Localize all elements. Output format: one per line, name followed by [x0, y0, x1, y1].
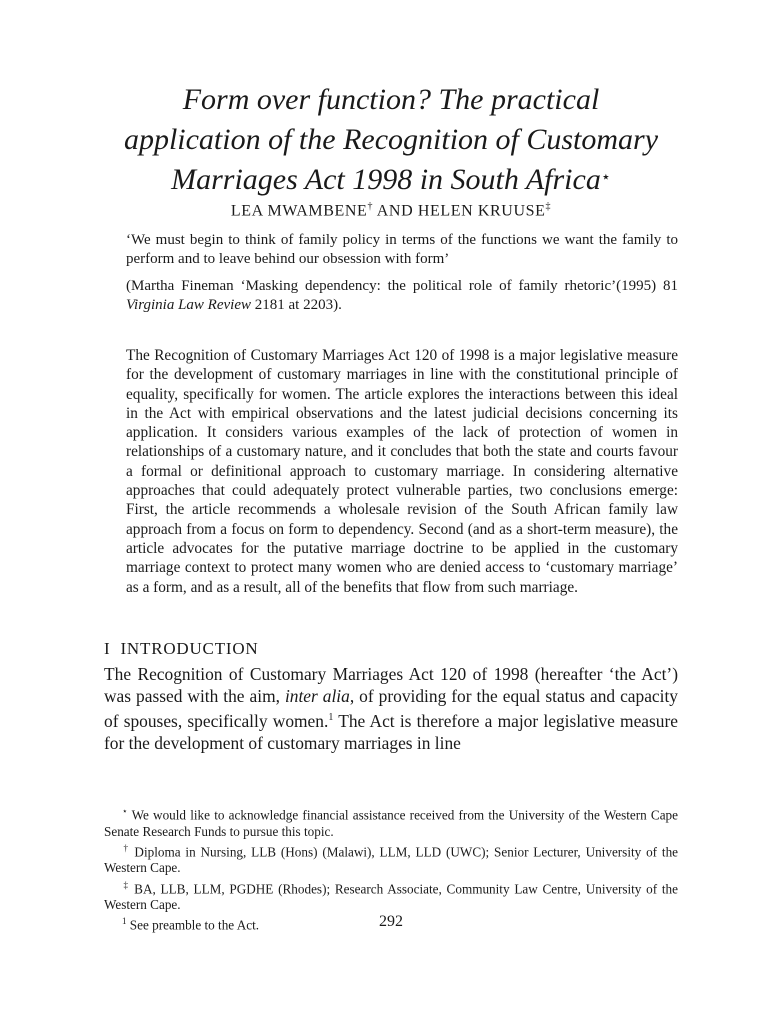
footnote-text: See preamble to the Act. — [126, 917, 260, 933]
footnote — [104, 877, 678, 914]
epigraph-citation — [126, 277, 678, 315]
section-number: I — [104, 639, 111, 658]
section-title: INTRODUCTION — [120, 639, 259, 658]
epigraph-citation-end: 2181 at 2203). — [251, 297, 342, 313]
author-line — [104, 197, 678, 221]
article-title — [104, 80, 678, 200]
author-1-marker: † — [367, 201, 374, 212]
page-number: 292 — [379, 913, 403, 930]
intro-footnote-ref: 1 — [328, 712, 334, 723]
footnote-text: We would like to acknowledge financial assistance received from the University of the Western Cape Senate Research Funds to pursue this topic. — [104, 807, 678, 839]
footnote — [104, 840, 678, 877]
epigraph-journal: Virginia Law Review — [126, 297, 251, 313]
intro-italic: inter alia — [284, 686, 350, 706]
footnote-text: BA, LLB, LLM, PGDHE (Rhodes); Research Associate, Community Law Centre, University of the Western Cape. — [104, 880, 678, 913]
author-conjunction: AND — [373, 202, 418, 220]
title-line-3: Marriages Act 1998 in South Africa — [171, 163, 601, 196]
intro-paragraph — [104, 663, 678, 754]
footnote — [104, 803, 678, 840]
title-footnote-marker: ⋆ — [600, 169, 611, 186]
epigraph-quote: ‘We must begin to think of family policy in terms of the functions we want the family to perform and to leave behind our obsession with form’ — [126, 232, 678, 267]
author-2: HELEN KRUUSE — [417, 202, 546, 220]
footnote-marker: ‡ — [122, 879, 130, 890]
author-1: LEA MWAMBENE — [230, 202, 368, 220]
footnote-marker: † — [122, 842, 130, 853]
abstract: The Recognition of Customary Marriages Act 120 of 1998 is a major legislative measure for the development of customary marriages in line with the constitutional principle of equality, specifically for women. The article explores the interactions between this ideal in the Act with empirical observations and the latest judicial decisions concerning its application. It considers various examples of the lack of protection of women in relationships of a customary nature, and it concludes that both the state and courts favour a formal or definitional approach to customary marriage. In considering alternative approaches that could adequately protect vulnerable parties, two conclusions emerge: First, the article recommends a wholesale revision of the South African family law approach from a focus on form to dependency. Second (and as a short-term measure), the article advocates for the putative marriage doctrine to be applied in the customary marriage context to protect many women who are denied access to ‘customary marriage’ as a form, and as a result, all of the benefits that flow from such marriage. — [126, 347, 678, 596]
footnote-marker: ⋆ — [122, 806, 128, 816]
title-line-2: application of the Recognition of Customary — [123, 123, 659, 156]
title-line-1: Form over function? The practical — [182, 83, 600, 116]
intro-text-1: The Recognition of Customary Marriages Act 120 of 1998 (hereafter ‘the Act’) was passed with the aim, — [104, 664, 678, 706]
footnote-text: Diploma in Nursing, LLB (Hons) (Malawi), LLM, LLD (UWC); Senior Lecturer, University of the Western Cape. — [104, 844, 679, 876]
footnote-marker: 1 — [122, 916, 127, 927]
intro-text-3: The Act is therefore a major legislative measure for the development of customary marriages in line — [104, 710, 678, 753]
section-heading — [104, 638, 678, 660]
author-2-marker: ‡ — [545, 201, 552, 212]
epigraph-citation-text: (Martha Fineman ‘Masking dependency: the political role of family rhetoric’(1995) 81 — [126, 278, 678, 294]
intro-text-2: , of providing for the equal status and capacity of spouses, specifically women. — [104, 686, 679, 731]
